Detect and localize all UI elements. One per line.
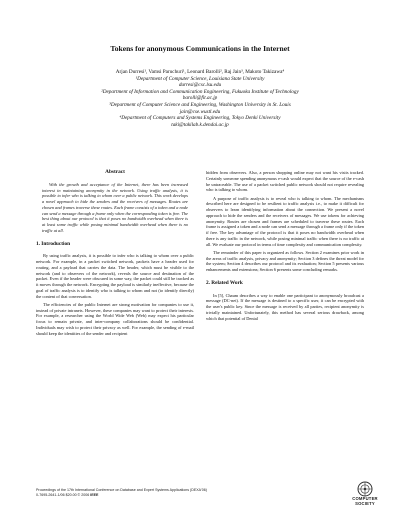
- paper-title: Tokens for anonymous Communications in the Internet: [110, 44, 290, 53]
- author-block: [0, 69, 400, 128]
- body-paragraph: In [5], Chaum describes a way to enable one participant to anonymously broadcast a message (DC-net). If the message is destined to a specific user, it can be encrypted with the user's public key. Since the message is received by all parties, recipient anonymity is trivially maintained. Unfortunately, this method has several serious drawback, among which that potential of Denial: [206, 292, 364, 321]
- computer-society-emblem-icon: [357, 481, 373, 497]
- body-paragraph: The efficiencies of the public Internet are strong motivation for companies to use it, instead of private intranets. However, these companies may want to protect their interests. For example, a researcher using the World Wide Web (Web) may expect his particular focus to remain private, and inter-company collaborations should be confidential. Individuals may wish to protect their privacy as well. For example, the sending of e-mail should keep the identities of the sender and recipient: [36, 301, 194, 336]
- body-paragraph: A purpose of traffic analysis is to reveal who is talking to whom. The mechanisms described here are designed to be resilient to traffic analysis i.e., to make it difficult for observers to learn identifying information about the connection. We present a novel approach to hide the senders and the receivers of messages. We use tokens for achieving anonymity. Routes are chosen and frames are scheduled to traverse these routes. Each frame is assigned a token and a node can send a message through a frame only if the token if free. The key advantage of the protocol is that it poses no bandwidth overhead when there is any traffic in the network, while posing minimal traffic when there is no traffic at all. We evaluate our protocol in terms of time complexity and communication complexity.: [206, 195, 364, 247]
- logo-text-society: SOCIETY: [355, 500, 375, 506]
- abstract-heading: Abstract: [105, 169, 125, 175]
- affiliation: ³Department of Computer Science and Engineering, Washington University in St. Louis: [109, 101, 291, 108]
- left-column: [36, 170, 194, 339]
- ieee-logo-text: IEEE: [90, 492, 99, 497]
- section-heading-introduction: 1. Introduction: [36, 240, 71, 247]
- affiliation: ¹Department of Computer Science, Louisiana State University: [135, 75, 265, 82]
- affiliation: ²Department of Information and Communication Engineering, Fukuoka Institute of Technology: [101, 88, 299, 95]
- affiliation: ⁴Department of Computers and Systems Engineering, Tokyo Denki University: [119, 115, 281, 122]
- body-paragraph: The remainder of this paper is organized as follows. Section 2 examines prior work in the areas of traffic analysis, privacy and anonymity; Section 3 defines the threat model for the system; Section 4 describes our protocol and its evaluation; Section 5 presents various enhancements and extensions; Section 6 presents some concluding remarks.: [206, 249, 364, 272]
- body-paragraph: By using traffic analysis, it is possible to infer who is talking to whom over a public network. For example, in a packet switched network, packets have a header used for routing, and a payload that carries the data. The header, which must be visible to the network (and to observers of the network), reveals the source and destination of the packet. Even if the header were obscured in some way, the packet could still be tracked as it moves through the network. Encrypting the payload is similarly ineffective, because the goal of traffic analysis is to identify who is talking to whom and not (to identify directly) the content of that conversation.: [36, 253, 194, 299]
- footer-isbn-line: [36, 493, 356, 498]
- author-email: durresi@csc.lsu.edu: [178, 82, 222, 89]
- abstract-text: With the growth and acceptance of the Internet, there has been increased interest in maintaining anonymity in the network. Using traffic analysis, it is possible to infer who is talking to whom over a public network. This work develops a novel approach to hide the senders and the receivers of messages. Routes are chosen and frames traverse these routes. Each frame consists of a token and a node can send a message through a frame only when the corresponding token is free. The best thing about our protocol is that it poses no bandwidth overhead when there is at least some traffic while posing minimal bandwidth overhead when there is no traffic at all.: [42, 181, 188, 233]
- computer-society-logo: [345, 481, 385, 507]
- abstract-body: [42, 182, 188, 234]
- section-heading-related-work: 2. Related Work: [206, 279, 243, 286]
- footer-proceedings: Proceedings of the 17th International Conference on Database and Expert Systems Applications (DEXA'06): [36, 488, 207, 492]
- logo-text-computer: COMPUTER: [352, 496, 378, 501]
- page-footer: [36, 488, 356, 497]
- author-list: Arjan Durresi¹, Vamsi Paruchuri¹, Leonard Barolli², Raj Jain³, Makoto Takizawa⁴: [115, 69, 285, 75]
- footer-isbn: 0-7695-2641-1/06 $20.00 © 2006: [36, 492, 90, 497]
- right-column: [206, 170, 364, 324]
- body-paragraph: hidden from observers. Also, a person shopping online may not want his visits tracked. Certainly someone spending anonymous e-cash would expect that the source of the e-cash be untraceable. The use of a packet switched public network should not require revealing who is talking to whom.: [206, 170, 364, 193]
- author-email: taki@takilab.k.dendai.ac.jp: [171, 121, 229, 128]
- author-email: barolli@fit.ac.jp: [182, 95, 218, 102]
- author-email: jain@cse.wustl.edu: [179, 108, 221, 115]
